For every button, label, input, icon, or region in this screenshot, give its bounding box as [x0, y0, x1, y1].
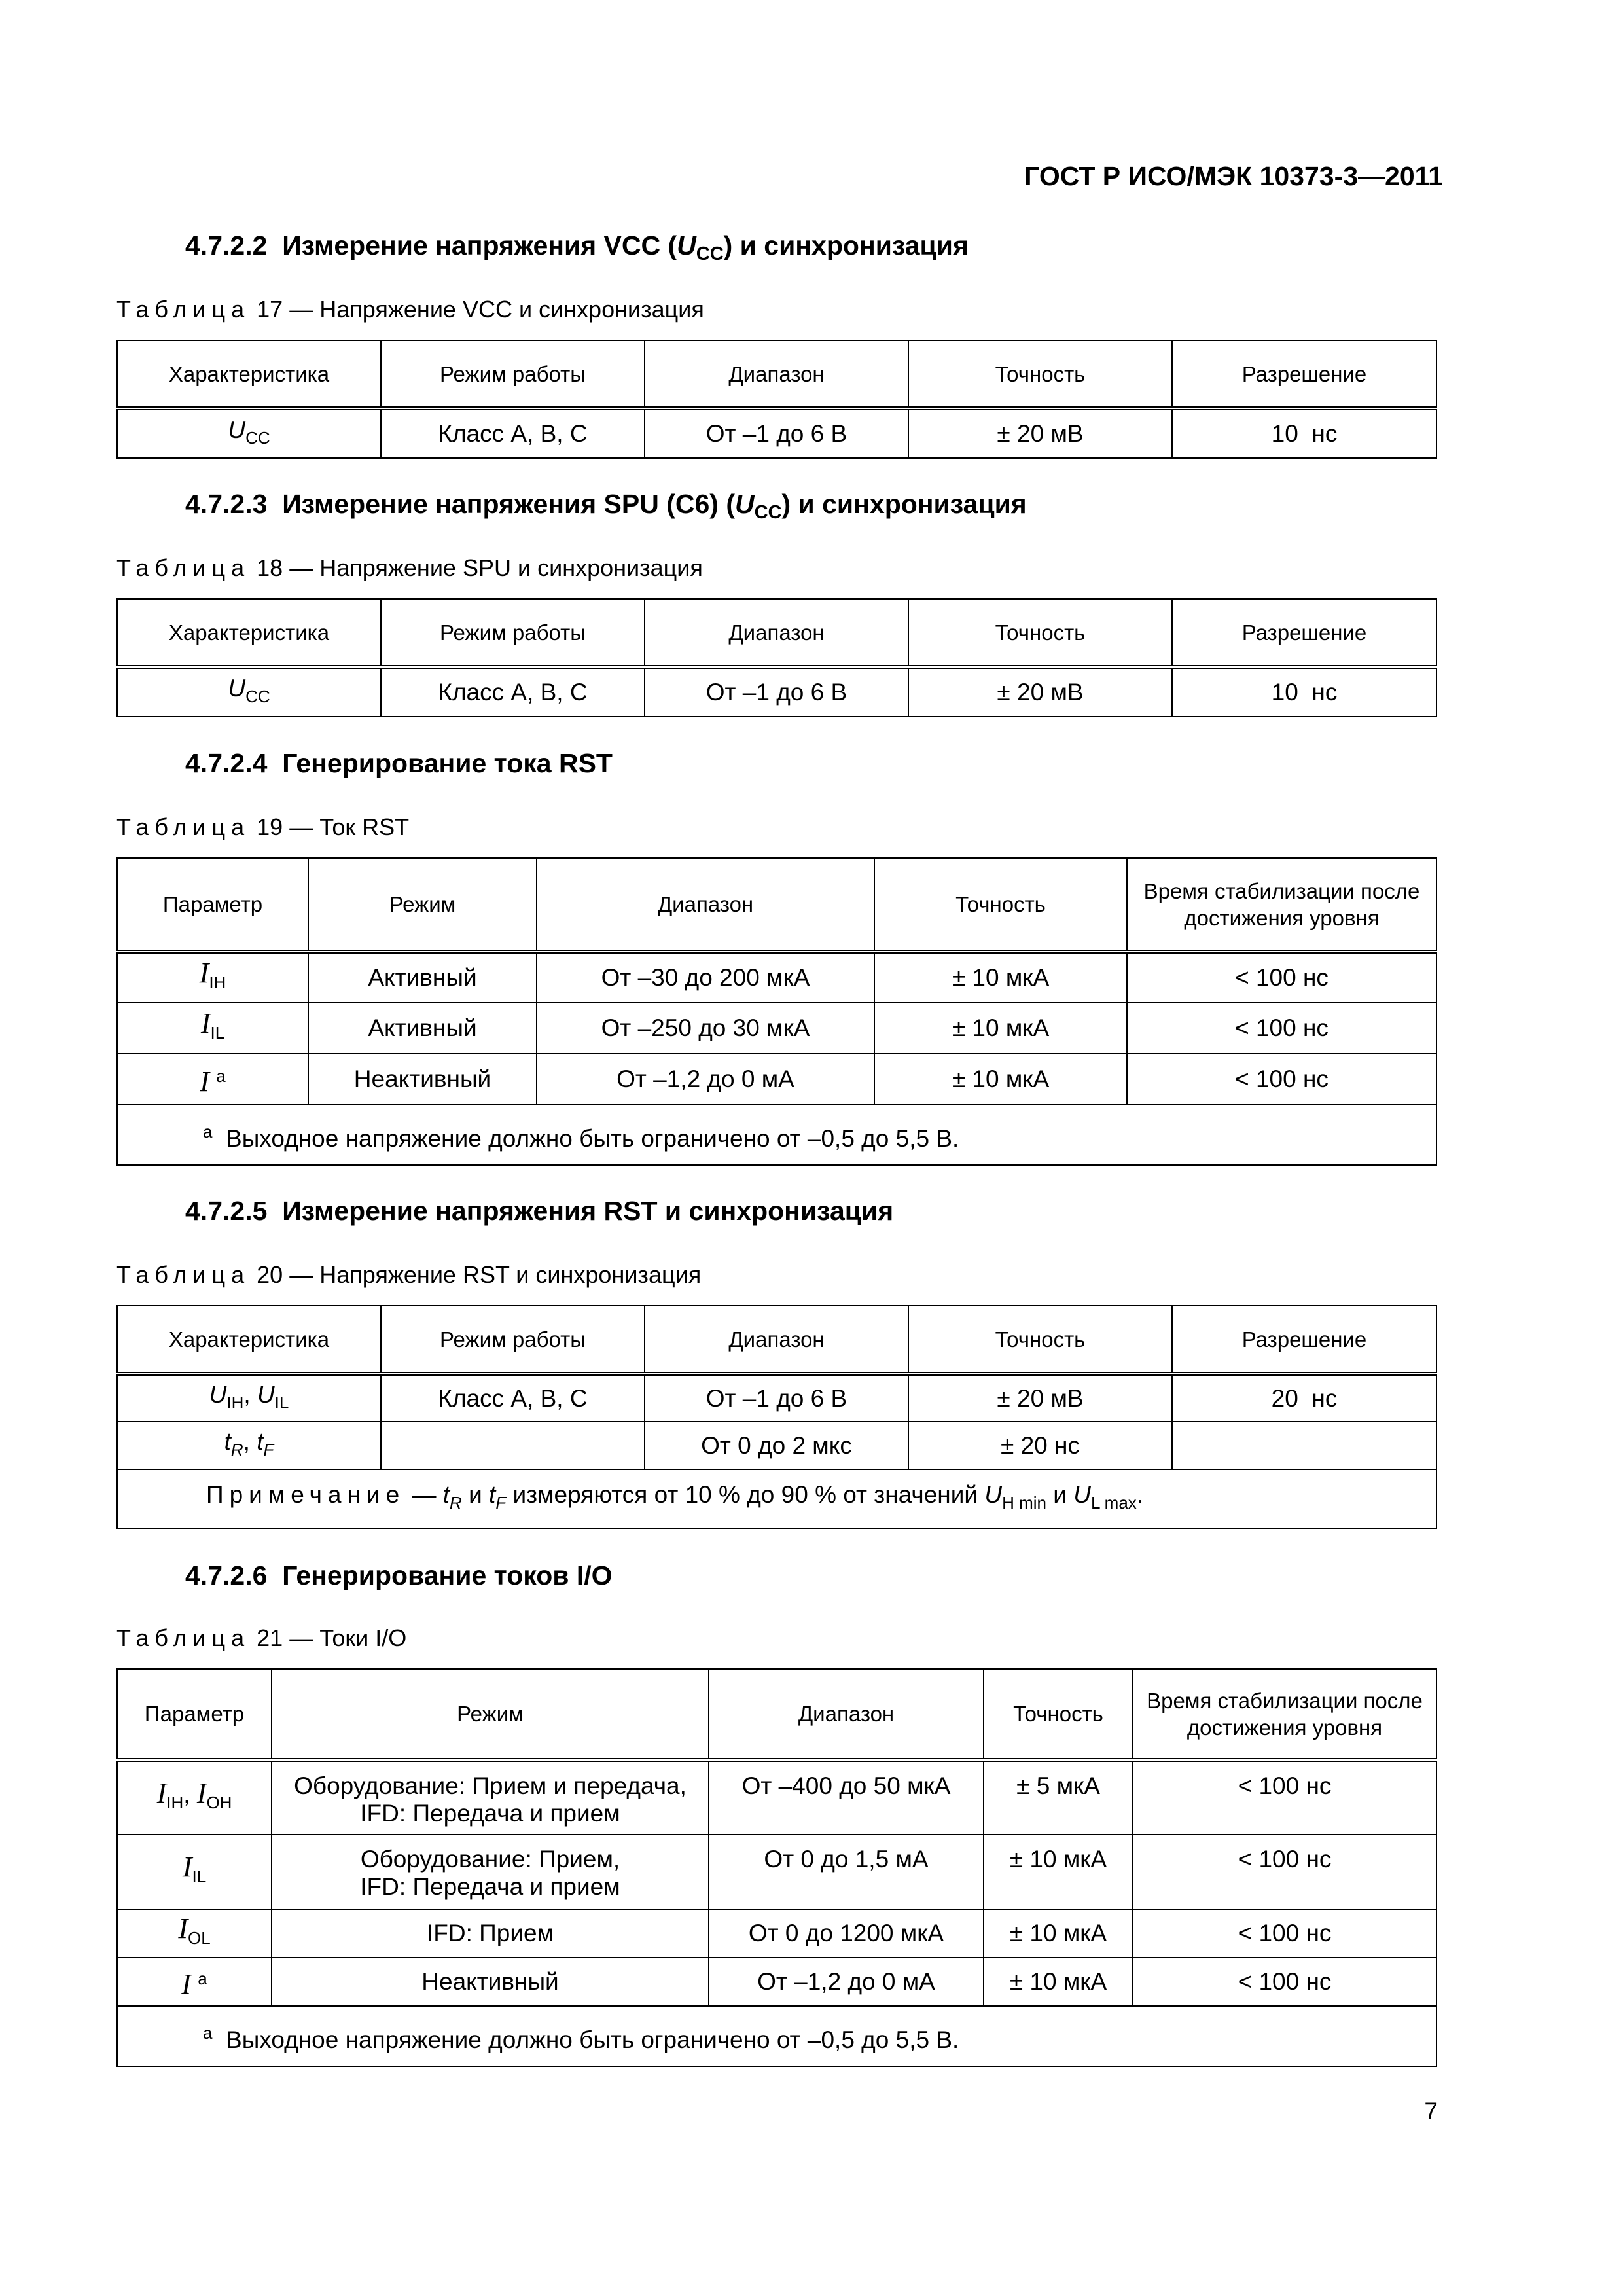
range-cell: От –1,2 до 0 мА: [709, 1958, 984, 2006]
header-cell: Диапазон: [709, 1669, 984, 1760]
table-header-row: [117, 599, 1436, 667]
parameter-cell: $I_{IL}$: [117, 1835, 272, 1909]
header-cell: Диапазон: [645, 1306, 908, 1374]
accuracy-cell: ± 20 мВ: [908, 408, 1172, 458]
mode-cell: Активный: [308, 952, 537, 1003]
document-id: ГОСТ Р ИСО/МЭК 10373-3—2011: [1024, 161, 1443, 191]
table-18-caption: Таблица 18 — Напряжение SPU и синхронизация: [116, 554, 703, 581]
range-cell: От 0 до 1200 мкА: [709, 1909, 984, 1958]
table-footnote: $^a$ Выходное напряжение должно быть ограничено от –0,5 до 5,5 В.: [117, 2006, 1436, 2066]
range-cell: От –1 до 6 В: [645, 667, 908, 717]
settling-time-cell: < 100 нс: [1133, 1760, 1436, 1835]
page-number: 7: [1424, 2098, 1438, 2125]
table-header-row: [117, 1306, 1436, 1374]
table-17-caption: Таблица 17 — Напряжение VCC и синхронизация: [116, 296, 704, 323]
header-cell: Точность: [908, 599, 1172, 667]
header-cell: Параметр: [117, 1669, 272, 1760]
mode-cell: Класс A, B, C: [381, 667, 645, 717]
parameter-cell: $U_{CC}$: [117, 667, 381, 717]
header-cell: Характеристика: [117, 1306, 381, 1374]
parameter-cell: $I_{IH}$: [117, 952, 308, 1003]
range-cell: От 0 до 1,5 мА: [709, 1835, 984, 1909]
mode-cell: [381, 1422, 645, 1469]
parameter-cell: $I_{IH}$, $I_{OH}$: [117, 1760, 272, 1835]
mode-cell: Оборудование: Прием, IFD: Передача и прием: [272, 1835, 709, 1909]
footnote-row: [117, 1105, 1436, 1165]
table-row: [117, 1958, 1436, 2006]
header-cell: Время стабилизации после достижения уровня: [1127, 858, 1436, 952]
table-21-caption: Таблица 21 — Токи I/O: [116, 1624, 407, 1651]
table-19-caption: Таблица 19 — Ток RST: [116, 814, 410, 840]
settling-time-cell: < 100 нс: [1127, 1054, 1436, 1105]
table-row: [117, 1835, 1436, 1909]
header-cell: Время стабилизации после достижения уровня: [1133, 1669, 1436, 1760]
header-cell: Разрешение: [1172, 340, 1436, 408]
range-cell: От –1,2 до 0 мА: [537, 1054, 874, 1105]
accuracy-cell: ± 20 мВ: [908, 667, 1172, 717]
header-cell: Разрешение: [1172, 599, 1436, 667]
table-18: [116, 598, 1437, 717]
accuracy-cell: ± 10 мкА: [984, 1909, 1133, 1958]
mode-cell: Активный: [308, 1003, 537, 1054]
settling-time-cell: < 100 нс: [1127, 952, 1436, 1003]
mode-cell: Неактивный: [308, 1054, 537, 1105]
table-20-caption: Таблица 20 — Напряжение RST и синхронизация: [116, 1261, 702, 1288]
mode-cell: Класс A, B, C: [381, 408, 645, 458]
accuracy-cell: ± 5 мкА: [984, 1760, 1133, 1835]
accuracy-cell: ± 20 мВ: [908, 1374, 1172, 1422]
accuracy-cell: ± 10 мкА: [874, 1054, 1127, 1105]
table-17: [116, 340, 1437, 459]
mode-cell: Класс A, B, C: [381, 1374, 645, 1422]
resolution-cell: 20 нс: [1172, 1374, 1436, 1422]
range-cell: От –1 до 6 В: [645, 408, 908, 458]
section-heading-4-7-2-3: 4.7.2.3 Измерение напряжения SPU (C6) $(U_{CC})$ и синхронизация: [185, 489, 1027, 523]
range-cell: От –1 до 6 В: [645, 1374, 908, 1422]
parameter-cell: I $^a$: [117, 1054, 308, 1105]
header-cell: Режим работы: [381, 599, 645, 667]
header-cell: Разрешение: [1172, 1306, 1436, 1374]
table-19: [116, 857, 1437, 1166]
parameter-cell: I $^a$: [117, 1958, 272, 2006]
header-cell: Диапазон: [645, 340, 908, 408]
header-cell: Режим работы: [381, 340, 645, 408]
table-header-row: [117, 858, 1436, 952]
header-cell: Точность: [874, 858, 1127, 952]
settling-time-cell: < 100 нс: [1133, 1909, 1436, 1958]
parameter-cell: $t_R$, $t_F$: [117, 1422, 381, 1469]
accuracy-cell: ± 10 мкА: [874, 1003, 1127, 1054]
table-row: [117, 1422, 1436, 1469]
header-cell: Характеристика: [117, 340, 381, 408]
resolution-cell: [1172, 1422, 1436, 1469]
parameter-cell: $U_{CC}$: [117, 408, 381, 458]
settling-time-cell: < 100 нс: [1133, 1958, 1436, 2006]
header-cell: Точность: [908, 340, 1172, 408]
table-row: [117, 1909, 1436, 1958]
table-row: [117, 1760, 1436, 1835]
table-row: [117, 952, 1436, 1003]
table-header-row: [117, 1669, 1436, 1760]
header-cell: Характеристика: [117, 599, 381, 667]
header-cell: Режим работы: [381, 1306, 645, 1374]
range-cell: От –30 до 200 мкА: [537, 952, 874, 1003]
parameter-cell: $U_{IH}$, $U_{IL}$: [117, 1374, 381, 1422]
table-row: [117, 1003, 1436, 1054]
note-row: [117, 1469, 1436, 1528]
table-footnote: $^a$ Выходное напряжение должно быть ограничено от –0,5 до 5,5 В.: [117, 1105, 1436, 1165]
header-cell: Параметр: [117, 858, 308, 952]
mode-cell: Оборудование: Прием и передача, IFD: Передача и прием: [272, 1760, 709, 1835]
table-row: [117, 667, 1436, 717]
table-row: [117, 1374, 1436, 1422]
range-cell: От –250 до 30 мкА: [537, 1003, 874, 1054]
accuracy-cell: ± 10 мкА: [984, 1835, 1133, 1909]
table-row: [117, 1054, 1436, 1105]
header-cell: Диапазон: [645, 599, 908, 667]
parameter-cell: $I_{IL}$: [117, 1003, 308, 1054]
range-cell: От 0 до 2 мкс: [645, 1422, 908, 1469]
table-21: [116, 1668, 1437, 2067]
section-heading-4-7-2-4: 4.7.2.4 Генерирование тока RST: [185, 748, 613, 778]
table-header-row: [117, 340, 1436, 408]
table-20: [116, 1305, 1437, 1529]
resolution-cell: 10 нс: [1172, 667, 1436, 717]
accuracy-cell: ± 10 мкА: [984, 1958, 1133, 2006]
header-cell: Диапазон: [537, 858, 874, 952]
settling-time-cell: < 100 нс: [1127, 1003, 1436, 1054]
mode-cell: Неактивный: [272, 1958, 709, 2006]
accuracy-cell: ± 20 нс: [908, 1422, 1172, 1469]
parameter-cell: $I_{OL}$: [117, 1909, 272, 1958]
mode-cell: IFD: Прием: [272, 1909, 709, 1958]
header-cell: Режим: [272, 1669, 709, 1760]
section-heading-4-7-2-6: 4.7.2.6 Генерирование токов I/O: [185, 1560, 613, 1590]
range-cell: От –400 до 50 мкА: [709, 1760, 984, 1835]
header-cell: Точность: [908, 1306, 1172, 1374]
accuracy-cell: ± 10 мкА: [874, 952, 1127, 1003]
header-cell: Точность: [984, 1669, 1133, 1760]
header-cell: Режим: [308, 858, 537, 952]
table-note: Примечание — $t_R$ и $t_F$ измеряются от 10 % до 90 % от значений $U_{H min}$ и $U_{L max}$.: [117, 1469, 1436, 1528]
footnote-row: [117, 2006, 1436, 2066]
settling-time-cell: < 100 нс: [1133, 1835, 1436, 1909]
resolution-cell: 10 нс: [1172, 408, 1436, 458]
table-row: [117, 408, 1436, 458]
section-heading-4-7-2-2: 4.7.2.2 Измерение напряжения VCC $(U_{CC})$ и синхронизация: [185, 230, 969, 264]
section-heading-4-7-2-5: 4.7.2.5 Измерение напряжения RST и синхронизация: [185, 1196, 894, 1226]
